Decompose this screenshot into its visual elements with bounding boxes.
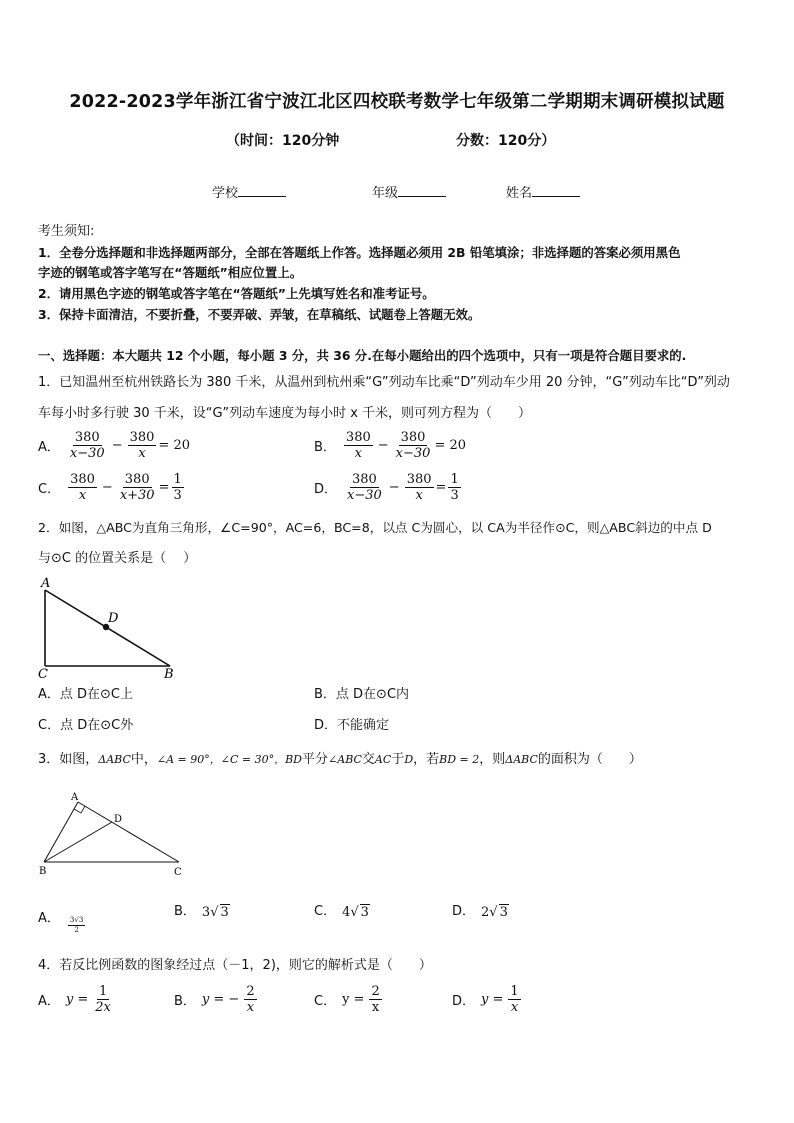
notice-line1a: 1．全卷分选择题和非选择题两部分，全部在答题纸上作答。选择题必须用 2B 铅笔填涂；非选择题的答案必须用黑色: [38, 245, 681, 260]
side-ac: [78, 802, 179, 862]
label-a: A: [71, 792, 79, 803]
q3-option-d[interactable]: D． 2√ 3: [452, 903, 508, 920]
q2-stem-line2: 与⊙C 的位置关系是（ ）: [38, 551, 197, 566]
q1-option-a[interactable]: A． $\frac{380}{x-30}$ − $\frac{380}{x}$ = 20: [38, 430, 190, 461]
label-b: B: [39, 866, 47, 877]
q3-option-c[interactable]: C． 4√ 3: [314, 903, 369, 920]
exam-score: 分数：120分）: [456, 133, 556, 149]
q2-option-b[interactable]: B．点 D在⊙C内: [314, 687, 410, 702]
q4-stem: 4．若反比例函数的图象经过点（－1，2)，则它的解析式是（ ）: [38, 958, 432, 973]
q2-option-d[interactable]: D．不能确定: [314, 718, 390, 733]
q2-option-a[interactable]: A．点 D在⊙C上: [38, 687, 134, 702]
notice-heading: 考生须知:: [38, 224, 95, 239]
name-label: 姓名: [506, 186, 533, 201]
segment-bd: [44, 822, 112, 862]
label-b: B: [164, 667, 174, 682]
q4-option-a[interactable]: A． y = $\frac{1}{2x}$: [38, 984, 111, 1015]
grade-blank[interactable]: [398, 184, 446, 197]
q3-stem: 3．如图，ΔABC中，∠A = 90°，∠C = 30°，BD平分∠ABC交AC于D，若BD = 2，则ΔABC的面积为（ ）: [38, 752, 642, 767]
q1-option-d[interactable]: D． $\frac{380}{x-30}$ − $\frac{380}{x}$ = $\frac{1}{3}$: [314, 472, 459, 503]
q1-stem-line1: 1．已知温州至杭州铁路长为 380 千米，从温州到杭州乘“G”列动车比乘“D”列动车少用 20 分钟，“G”列动车比“D”列动: [38, 375, 730, 390]
q4-option-d[interactable]: D． y = $\frac{1}{x}$: [452, 984, 519, 1015]
school-field: [212, 182, 286, 201]
q1-option-b[interactable]: B． $\frac{380}{x}$ − $\frac{380}{x-30}$ = 20: [314, 430, 467, 461]
exam-time: （时间：120分钟: [226, 133, 340, 149]
grade-label: 年级: [372, 186, 399, 201]
name-blank[interactable]: [532, 184, 580, 197]
q1-stem-line2: 车每小时多行驶 30 千米，设“G”列动车速度为每小时 x 千米，则可列方程为（ ）: [38, 406, 532, 421]
q2-figure: [36, 574, 180, 682]
label-c: C: [174, 867, 182, 878]
label-d: D: [108, 611, 119, 626]
label-a: A: [41, 576, 51, 591]
notice-line2: 2．请用黑色字迹的钢笔或答字笔在“答题纸”上先填写姓名和准考证号。: [38, 286, 435, 301]
label-c: C: [38, 667, 48, 682]
q2-stem-line1: 2．如图，△ABC为直角三角形，∠C=90°，AC=6，BC=8，以点 C为圆心，以 CA为半径作⊙C，则△ABC斜边的中点 D: [38, 520, 712, 535]
q1-option-c[interactable]: C． $\frac{380}{x}$ − $\frac{380}{x+30}$ = $\frac{1}{3}$: [38, 472, 182, 503]
side-ab: [44, 802, 78, 862]
q4-option-b[interactable]: B． y = − $\frac{2}{x}$: [174, 984, 255, 1015]
name-field: [506, 182, 580, 201]
school-blank[interactable]: [238, 184, 286, 197]
q2-option-c[interactable]: C．点 D在⊙C外: [38, 718, 134, 733]
q3-figure: [34, 788, 194, 880]
q3-option-a[interactable]: A． $\frac{3√3}{2}$: [38, 911, 84, 934]
notice-line3: 3．保持卡面清洁，不要折叠，不要弄破、弄皱，在草稿纸、试题卷上答题无效。: [38, 307, 481, 322]
q3-option-b[interactable]: B． 3√ 3: [174, 903, 229, 920]
notice-line1b: 字迹的钢笔或答字笔写在“答题纸”相应位置上。: [38, 265, 303, 280]
grade-field: [372, 182, 446, 201]
section-heading: 一、选择题：本大题共 12 个小题，每小题 3 分，共 36 分.在每小题给出的四个选项中，只有一项是符合题目要求的.: [38, 348, 687, 363]
school-label: 学校: [212, 186, 239, 201]
page-title: 2022-2023学年浙江省宁波江北区四校联考数学七年级第二学期期末调研模拟试题: [69, 92, 725, 112]
q4-option-c[interactable]: C． y = $\frac{2}{x}$: [314, 984, 380, 1015]
label-d: D: [114, 814, 123, 825]
